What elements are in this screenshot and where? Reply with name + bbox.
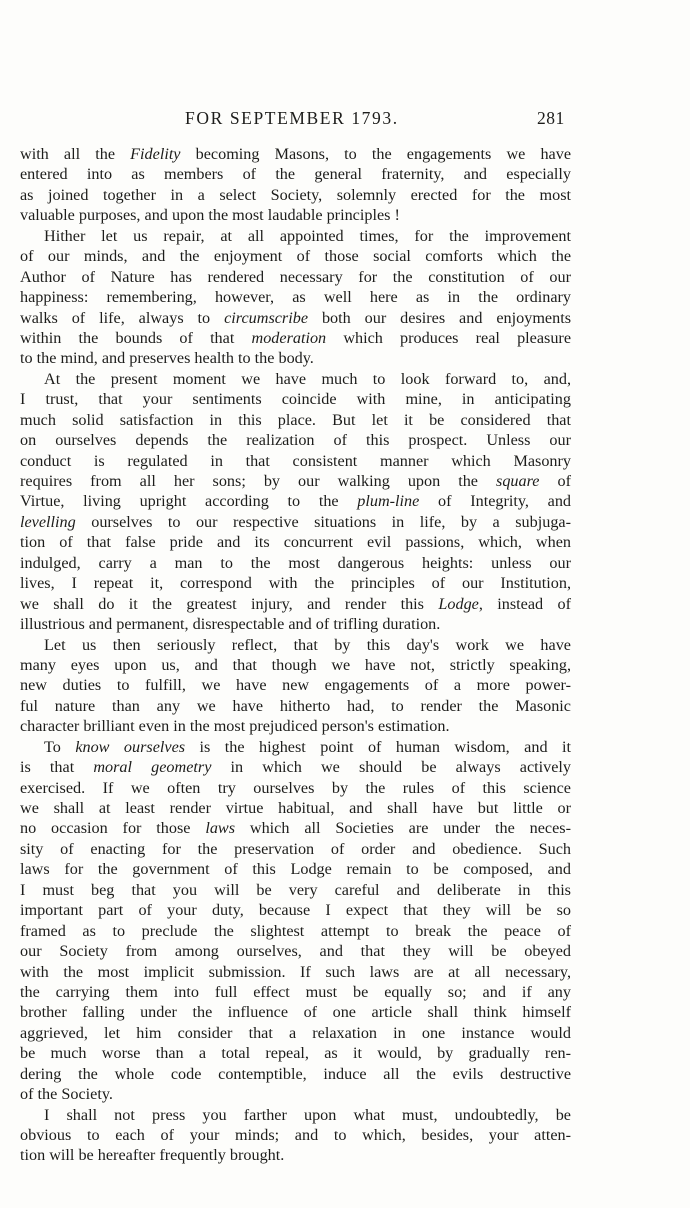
text-line: tion will be hereafter frequently brought. xyxy=(20,1146,285,1165)
text-line: is that moral geometry in which we should be always actively xyxy=(20,758,571,777)
text-line: sity of enacting for the preservation of order and obedience. Such xyxy=(20,839,571,858)
text-line: entered into as members of the general fraternity, and especially xyxy=(20,165,571,184)
text-line: indulged, carry a man to the most dangerous heights: unless our xyxy=(20,553,571,572)
body-text xyxy=(20,144,571,1166)
text-line: At the present moment we have much to look forward to, and, xyxy=(44,369,571,388)
text-line: within the bounds of that moderation which produces real pleasure xyxy=(20,328,572,347)
text-line: no occasion for those laws which all Societies are under the neces- xyxy=(20,819,571,838)
text-line: I trust, that your sentiments coincide with mine, in anticipating xyxy=(20,390,571,409)
text-line: with the most implicit submission. If such laws are at all necessary, xyxy=(20,962,571,981)
text-line: lives, I repeat it, correspond with the principles of our Institution, xyxy=(20,574,571,593)
text-line: illustrious and permanent, disrespectable and of trifling duration. xyxy=(20,615,441,634)
text-line: I must beg that you will be very careful and deliberate in this xyxy=(20,880,571,899)
text-line: dering the whole code contemptible, induce all the evils destructive xyxy=(20,1064,571,1083)
text-line: Virtue, living upright according to the plum-line of Integrity, and xyxy=(20,492,572,511)
text-line: exercised. If we often try ourselves by the rules of this science xyxy=(20,778,571,797)
text-line: be much worse than a total repeal, as it would, by gradually ren- xyxy=(20,1044,571,1063)
page-number: 281 xyxy=(537,108,565,128)
text-line: framed as to preclude the slightest attempt to break the peace of xyxy=(20,921,571,940)
text-line: we shall do it the greatest injury, and render this Lodge, instead of xyxy=(20,594,571,613)
text-line: much solid satisfaction in this place. But let it be considered that xyxy=(20,410,571,429)
text-line: requires from all her sons; by our walking upon the square of xyxy=(20,472,571,490)
text-line: character brilliant even in the most prejudiced person's estimation. xyxy=(20,717,450,736)
text-line: important part of your duty, because I expect that they will be so xyxy=(20,901,571,920)
text-line: walks of life, always to circumscribe both our desires and enjoyments xyxy=(20,308,571,327)
text-line: new duties to fulfill, we have new engagements of a more power- xyxy=(20,676,571,695)
text-line: the carrying them into full effect must be equally so; and if any xyxy=(20,982,571,1001)
text-line: aggrieved, let him consider that a relaxation in one instance would xyxy=(20,1023,571,1042)
text-line: obvious to each of your minds; and to which, besides, your atten- xyxy=(20,1126,571,1144)
text-line: of our minds, and the enjoyment of those social comforts which the xyxy=(20,247,571,266)
text-line: many eyes upon us, and that though we have not, strictly speaking, xyxy=(20,655,571,674)
text-line: of the Society. xyxy=(20,1085,113,1104)
text-line: laws for the government of this Lodge remain to be composed, and xyxy=(20,860,571,879)
text-line: tion of that false pride and its concurrent evil passions, which, when xyxy=(20,533,571,552)
text-line: we shall at least render virtue habitual, and shall have but little or xyxy=(20,799,571,817)
text-line: as joined together in a select Society, solemnly erected for the most xyxy=(20,185,571,204)
text-line: on ourselves depends the realization of this prospect. Unless our xyxy=(20,431,571,450)
text-line: to the mind, and preserves health to the body. xyxy=(20,349,314,368)
text-line: our Society from among ourselves, and that they will be obeyed xyxy=(20,942,571,961)
text-line: Hither let us repair, at all appointed times, for the improvement xyxy=(44,226,571,245)
text-line: ful nature than any we have hitherto had, to render the Masonic xyxy=(20,696,571,715)
text-line: with all the Fidelity becoming Masons, to the engagements we have xyxy=(20,145,572,163)
text-line: conduct is regulated in that consistent manner which Masonry xyxy=(20,451,571,470)
running-title: FOR SEPTEMBER 1793. xyxy=(185,108,399,128)
text-line: I shall not press you farther upon what must, undoubtedly, be xyxy=(44,1105,571,1124)
text-line: brother falling under the influence of one article shall think himself xyxy=(20,1003,571,1022)
text-line: Let us then seriously reflect, that by this day's work we have xyxy=(44,635,571,654)
text-line: To know ourselves is the highest point of human wisdom, and it xyxy=(44,737,571,756)
text-line: happiness: remembering, however, as well here as in the ordinary xyxy=(20,288,571,307)
text-line: Author of Nature has rendered necessary for the constitution of our xyxy=(20,267,571,286)
text-line: levelling ourselves to our respective situations in life, by a subjuga- xyxy=(20,512,571,531)
text-line: valuable purposes, and upon the most laudable principles ! xyxy=(20,206,400,225)
